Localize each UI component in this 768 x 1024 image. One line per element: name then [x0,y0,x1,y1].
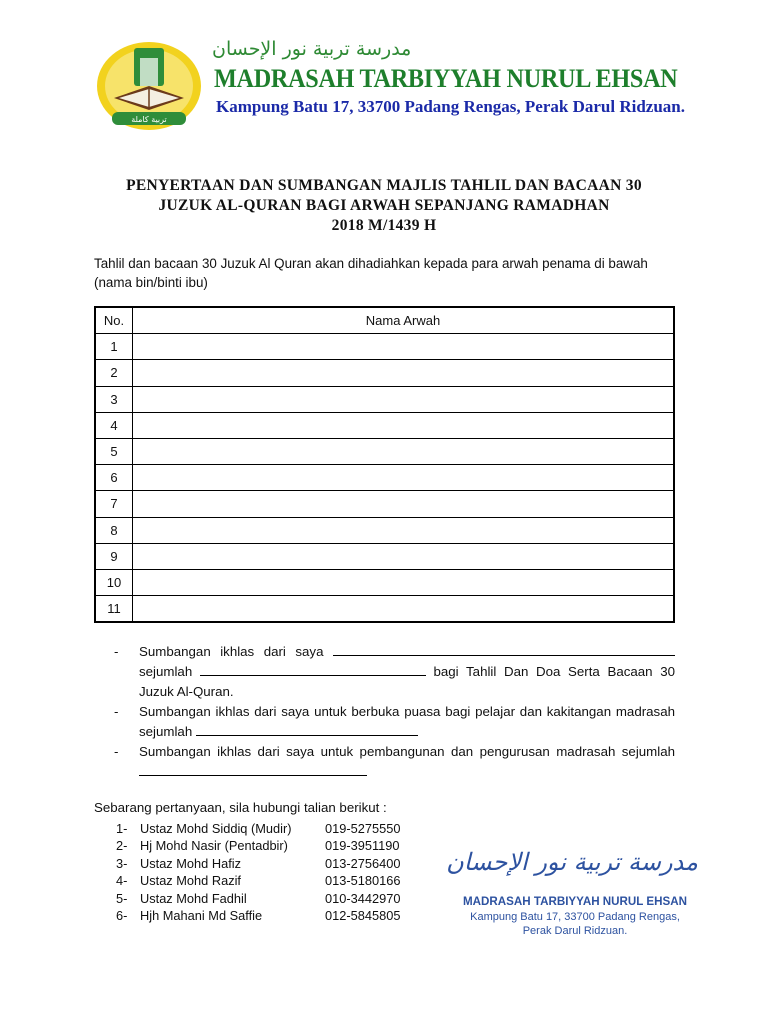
school-arabic-name: مدرسة تربية نور الإحسان [212,38,412,60]
stamp-address-line-2: Perak Darul Ridzuan. [522,925,628,937]
title-line-1: PENYERTAAN DAN SUMBANGAN MAJLIS TAHLIL DAN BACAAN 30 [126,177,642,194]
intro-paragraph: Tahlil dan bacaan 30 Juzuk Al Quran akan dihadiahkan kepada para arwah penama di bawah (nama bin/binti ibu) [94,256,648,290]
contact-name: Ustaz Mohd Razif [140,873,241,889]
arwah-name-cell[interactable] [133,543,675,569]
contribution-text: Sumbangan ikhlas dari saya [139,644,324,659]
contact-phone: 010-3442970 [325,890,401,906]
row-number: 1 [95,334,133,360]
contribution-list [114,642,675,782]
list-item [116,855,400,872]
amount-blank-line[interactable] [200,663,426,676]
list-item [116,890,400,907]
stamp-arabic-name: مدرسة تربية نور الإحسان [446,848,698,876]
list-item [116,872,400,889]
contacts-list [116,820,400,924]
arwah-name-cell[interactable] [133,569,675,595]
contact-name: Ustaz Mohd Siddiq (Mudir) [140,821,292,836]
contact-phone: 019-3951190 [325,838,400,854]
contribution-text: bagi Tahlil Dan Doa Serta Bacaan 30 Juzuk Al-Quran. [139,664,675,699]
table-row [95,569,674,595]
contact-phone: 013-2756400 [325,855,401,871]
school-crest-icon [94,38,204,132]
table-row [95,438,674,464]
contact-name: Hj Mohd Nasir (Pentadbir) [140,838,288,854]
row-number: 3 [95,386,133,412]
list-item [116,820,400,837]
table-row [95,334,674,360]
contribution-text: Sumbangan ikhlas dari saya untuk berbuka puasa bagi pelajar dan kakitangan madrasah sejumlah [139,704,675,739]
contribution-text: sejumlah [139,664,193,679]
contact-phone: 012-5845805 [325,908,401,924]
contact-phone: 019-5275550 [325,821,401,836]
name-blank-line[interactable] [333,643,675,656]
document-title [94,176,674,236]
school-address: Kampung Batu 17, 33700 Padang Rengas, Perak Darul Ridzuan. [216,97,685,116]
table-row [95,386,674,412]
column-header-nama-arwah: Nama Arwah [133,307,675,334]
stamp-address [452,910,698,938]
arwah-name-cell[interactable] [133,386,675,412]
list-item [116,837,400,854]
table-row [95,412,674,438]
contact-phone: 013-5180166 [325,873,401,889]
row-number: 10 [95,569,133,595]
arwah-names-table [94,306,675,623]
table-row [95,543,674,569]
row-number: 5 [95,438,133,464]
bullet-dash: - [114,644,119,659]
table-row [95,596,674,623]
contribution-text: Sumbangan ikhlas dari saya untuk pembangunan dan pengurusan madrasah sejumlah [139,744,675,759]
table-row [95,465,674,491]
column-header-no: No. [95,307,133,334]
row-number: 6 [95,465,133,491]
school-name: MADRASAH TARBIYYAH NURUL EHSAN [214,64,678,93]
arwah-name-cell[interactable] [133,465,675,491]
contact-number: 2- [116,838,128,854]
arwah-name-cell[interactable] [133,438,675,464]
stamp-address-line-1: Kampung Batu 17, 33700 Padang Rengas, [470,911,680,923]
stamp-school-name: MADRASAH TARBIYYAH NURUL EHSAN [463,895,687,908]
table-row [95,517,674,543]
list-item [114,642,675,702]
table-header-row [95,307,674,334]
amount-blank-line[interactable] [139,763,367,776]
arwah-name-cell[interactable] [133,360,675,386]
row-number: 2 [95,360,133,386]
list-item [114,742,675,782]
list-item [114,702,675,742]
bullet-dash: - [114,704,119,719]
contacts-intro: Sebarang pertanyaan, sila hubungi talian berikut : [94,800,387,815]
table-row [95,491,674,517]
row-number: 4 [95,412,133,438]
contact-name: Ustaz Mohd Fadhil [140,890,247,906]
contact-number: 5- [116,890,128,906]
arwah-name-cell[interactable] [133,412,675,438]
table-row [95,360,674,386]
arwah-name-cell[interactable] [133,596,675,623]
arwah-name-cell[interactable] [133,491,675,517]
title-line-2: JUZUK AL-QURAN BAGI ARWAH SEPANJANG RAMADHAN [158,197,610,214]
amount-blank-line[interactable] [196,723,418,736]
contact-name: Hjh Mahani Md Saffie [140,908,263,924]
row-number: 9 [95,543,133,569]
arwah-name-cell[interactable] [133,517,675,543]
bullet-dash: - [114,744,119,759]
title-line-3: 2018 M/1439 H [331,217,437,234]
logo-motto: تربية كاملة [131,115,167,124]
row-number: 7 [95,491,133,517]
row-number: 11 [95,596,133,623]
contact-number: 3- [116,855,128,871]
row-number: 8 [95,517,133,543]
contact-number: 6- [116,908,128,924]
contact-number: 1- [116,821,128,836]
contact-name: Ustaz Mohd Hafiz [140,855,241,871]
list-item [116,907,400,924]
contact-number: 4- [116,873,128,889]
arwah-name-cell[interactable] [133,334,675,360]
